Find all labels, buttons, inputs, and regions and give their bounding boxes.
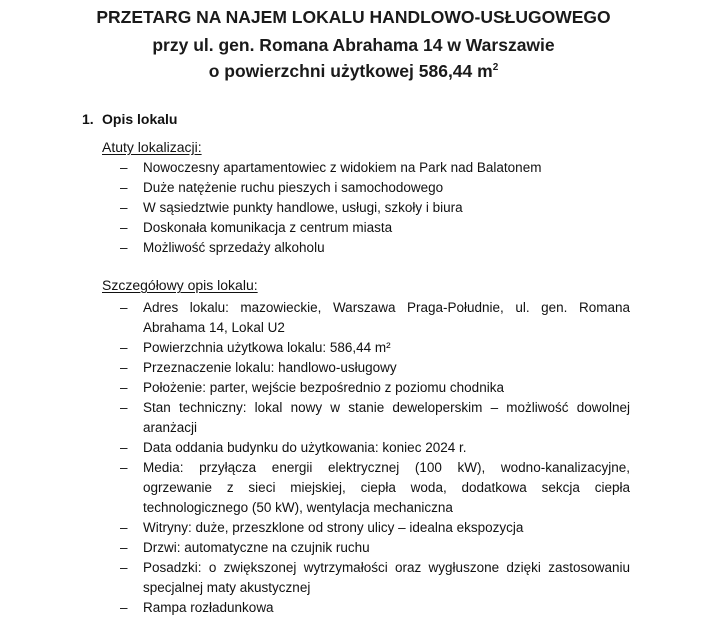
premises-details-list bbox=[118, 298, 630, 618]
list-item: – Data oddania budynku do użytkowania: koniec 2024 r. bbox=[118, 438, 630, 458]
list-item: – Rampa rozładunkowa bbox=[118, 598, 630, 618]
document-title-line-2: przy ul. gen. Romana Abrahama 14 w Warszawie bbox=[152, 35, 555, 55]
list-item: – Duże natężenie ruchu pieszych i samochodowego bbox=[118, 178, 630, 198]
list-item: – Adres lokalu: mazowieckie, Warszawa Praga-Południe, ul. gen. Romana Abrahama 14, Lokal U2 bbox=[118, 298, 630, 338]
list-item: – Powierzchnia użytkowa lokalu: 586,44 m² bbox=[118, 338, 630, 358]
list-item: – Możliwość sprzedaży alkoholu bbox=[118, 238, 630, 258]
list-item: – Witryny: duże, przeszklone od strony ulicy – idealna ekspozycja bbox=[118, 518, 630, 538]
title-area-text: o powierzchni użytkowej 586,44 m bbox=[208, 61, 493, 81]
list-item: – Przeznaczenie lokalu: handlowo-usługowy bbox=[118, 358, 630, 378]
list-item: – Media: przyłącza energii elektrycznej (100 kW), wodno-kanalizacyjne, ogrzewanie z sieci miejskiej, ciepła woda, dodatkowa sekcja ciepła technologicznego (50 kW), wentylacja mechaniczna bbox=[118, 458, 630, 518]
location-advantages-list bbox=[118, 158, 630, 258]
section-title: Opis lokalu bbox=[102, 111, 178, 127]
document-title-line-3 bbox=[0, 55, 707, 84]
list-item: – Doskonała komunikacja z centrum miasta bbox=[118, 218, 630, 238]
location-advantages-label: Atuty lokalizacji: bbox=[102, 139, 202, 155]
list-item: – Posadzki: o zwiększonej wytrzymałości oraz wygłuszone dzięki zastosowaniu specjalnej maty akustycznej bbox=[118, 558, 630, 598]
list-item: – W sąsiedztwie punkty handlowe, usługi, szkoły i biura bbox=[118, 198, 630, 218]
section-heading bbox=[82, 110, 177, 128]
list-item: – Drzwi: automatyczne na czujnik ruchu bbox=[118, 538, 630, 558]
list-item: – Nowoczesny apartamentowiec z widokiem na Park nad Balatonem bbox=[118, 158, 630, 178]
section-number: 1. bbox=[82, 111, 94, 127]
list-item: – Położenie: parter, wejście bezpośrednio z poziomu chodnika bbox=[118, 378, 630, 398]
list-item: – Stan techniczny: lokal nowy w stanie deweloperskim – możliwość dowolnej aranżacji bbox=[118, 398, 630, 438]
premises-details-label: Szczegółowy opis lokalu: bbox=[102, 277, 258, 293]
document-title-line-1: PRZETARG NA NAJEM LOKALU HANDLOWO-USŁUGOWEGO bbox=[96, 7, 611, 27]
title-area-unit-superscript: 2 bbox=[492, 62, 499, 73]
